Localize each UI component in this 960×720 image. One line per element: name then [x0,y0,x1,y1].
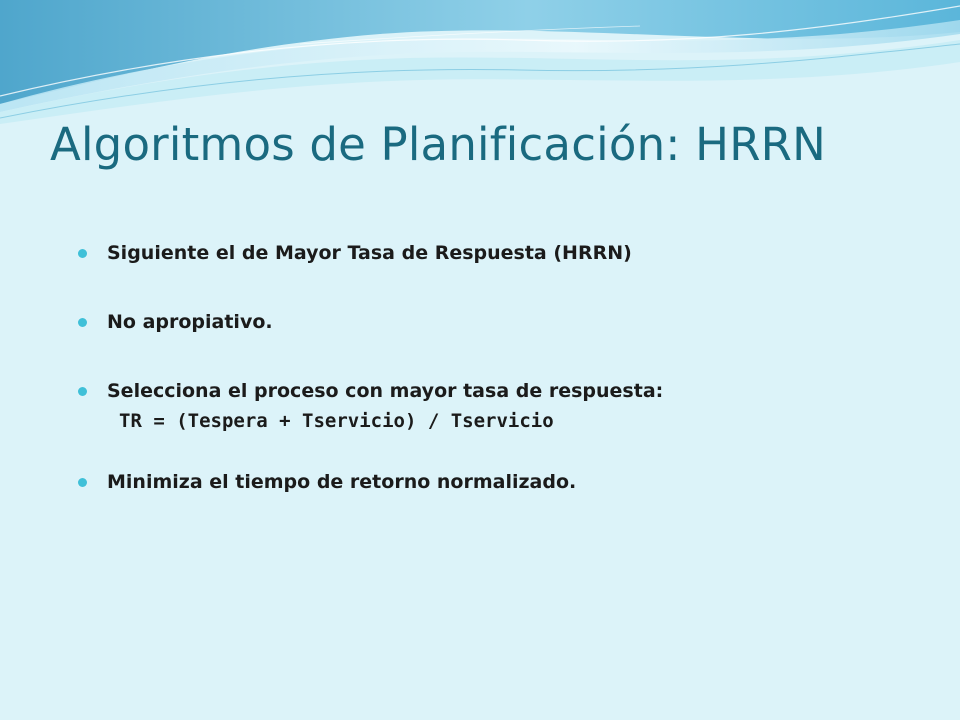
bullet-body [107,307,938,337]
bullet-text: Siguiente el de Mayor Tasa de Respuesta (HRRN) [107,242,632,264]
bullet-text: Selecciona el proceso con mayor tasa de respuesta: [107,380,664,402]
bullet-dot-icon [78,478,87,487]
bullet-list [78,238,938,497]
bullet-item [78,376,938,436]
bullet-item [78,307,938,337]
bullet-item [78,467,938,497]
bullet-body [107,467,938,497]
bullet-text: No apropiativo. [107,311,273,333]
bullet-item [78,238,938,268]
bullet-dot-icon [78,249,87,258]
slide-title: Algoritmos de Planificación: HRRN [50,118,826,171]
bullet-dot-icon [78,387,87,396]
bullet-body [107,238,938,268]
bullet-dot-icon [78,318,87,327]
bullet-body [107,376,938,436]
formula-text: TR = (Tespera + Tservicio) / Tservicio [119,410,554,432]
decorative-wave-banner [0,0,960,130]
bullet-text: Minimiza el tiempo de retorno normalizado. [107,471,577,493]
